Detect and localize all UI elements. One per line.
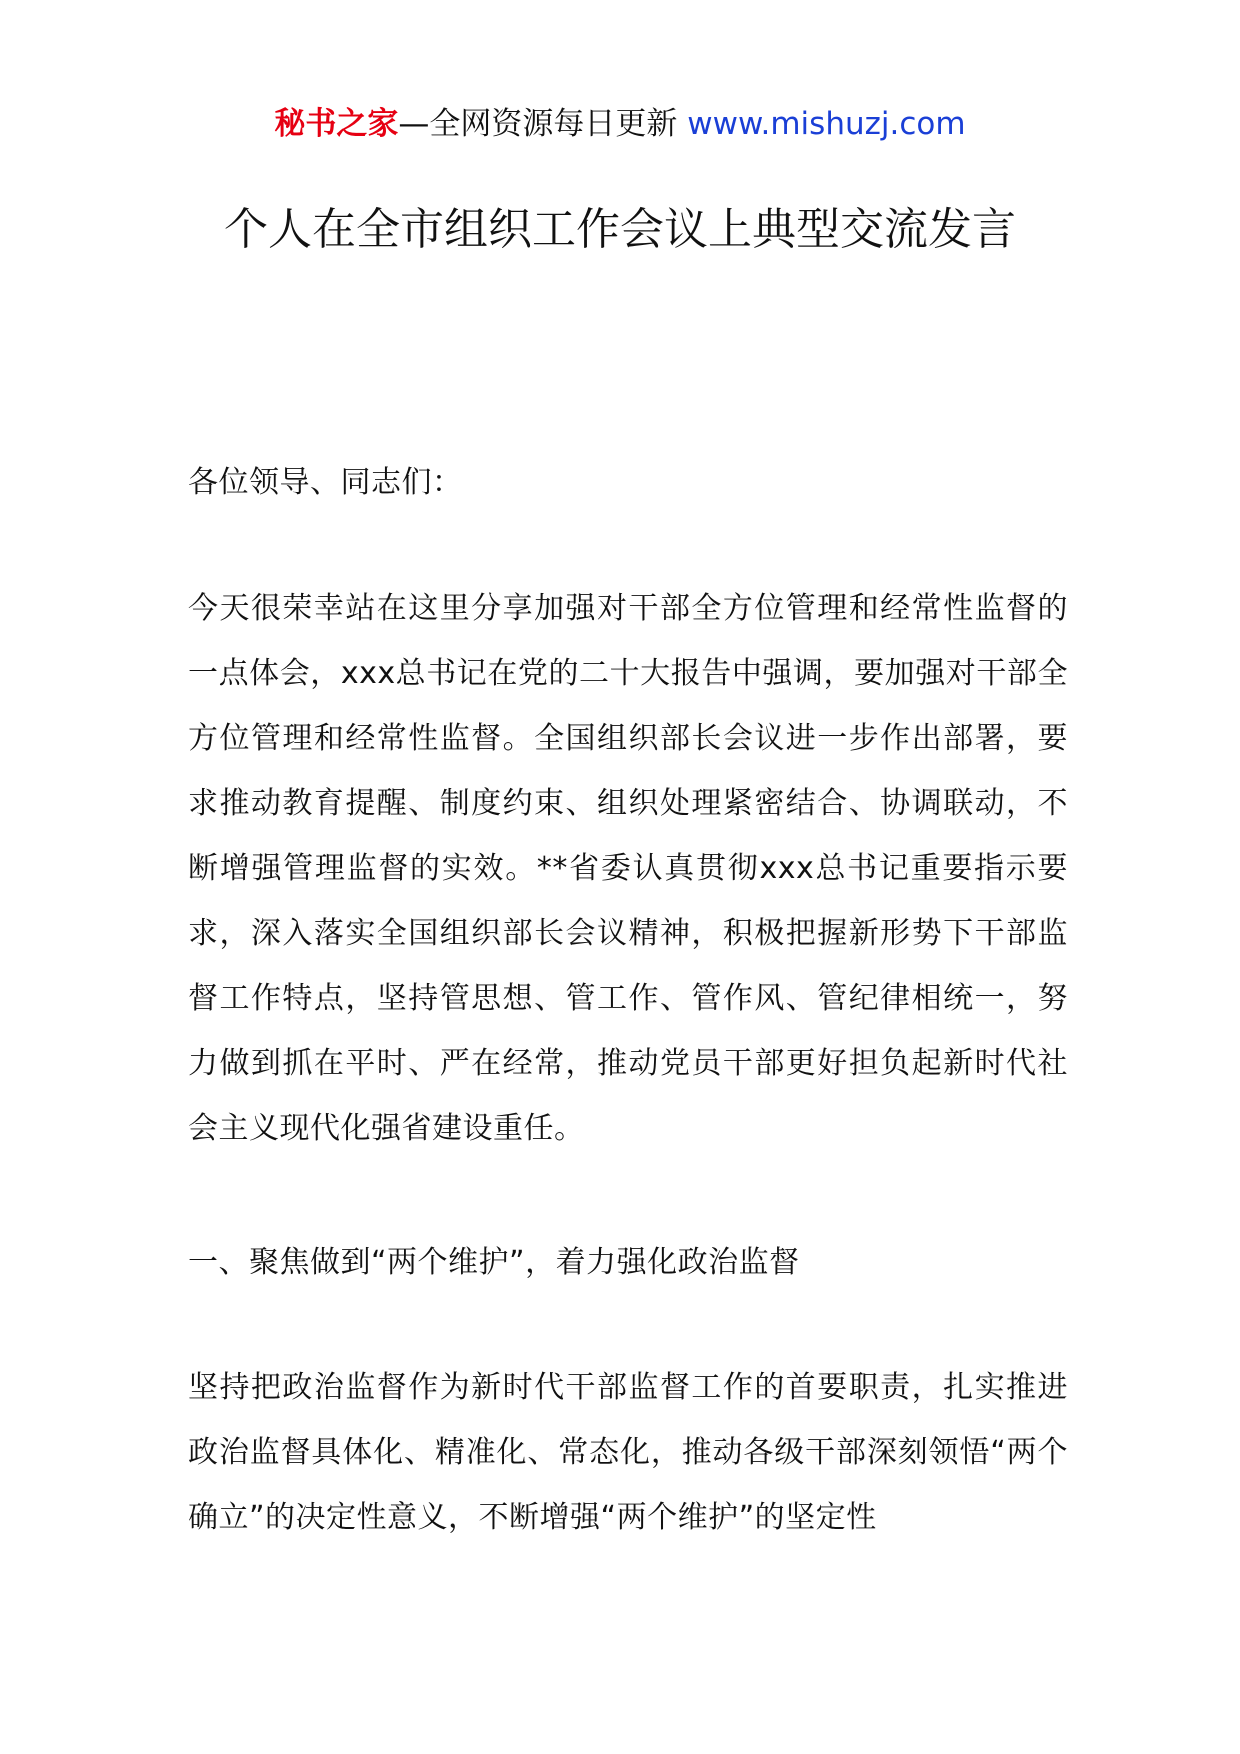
paragraph-block-2: [188, 1355, 1068, 1550]
site-url-link[interactable]: www.mishuzj.com: [687, 106, 966, 142]
site-header: [0, 100, 1240, 148]
paragraph: 今天很荣幸站在这里分享加强对干部全方位管理和经常性监督的一点体会，xxx总书记在党的二十大报告中强调，要加强对干部全方位管理和经常性监督。全国组织部长会议进一步作出部署，要求推动教育提醒、制度约束、组织处理紧密结合、协调联动，不断增强管理监督的实效。**省委认真贯彻xxx总书记重要指示要求，深入落实全国组织部长会议精神，积极把握新形势下干部监督工作特点，坚持管思想、管工作、管作风、管纪律相统一，努力做到抓在平时、严在经常，推动党员干部更好担负起新时代社会主义现代化强省建设重任。: [188, 591, 1068, 1146]
salutation-block: [188, 450, 1068, 515]
site-tagline: —全网资源每日更新: [398, 106, 688, 142]
site-brand: 秘书之家: [274, 106, 399, 142]
document-title: 个人在全市组织工作会议上典型交流发言: [224, 204, 1016, 255]
section-heading-block: [188, 1230, 1068, 1295]
paragraph: 坚持把政治监督作为新时代干部监督工作的首要职责，扎实推进政治监督具体化、精准化、常态化，推动各级干部深刻领悟“两个确立”的决定性意义，不断增强“两个维护”的坚定性: [188, 1370, 1068, 1535]
salutation: 各位领导、同志们：: [188, 465, 463, 500]
paragraph-block-1: [188, 576, 1068, 1161]
section-heading: 一、聚焦做到“两个维护”，着力强化政治监督: [188, 1245, 800, 1280]
